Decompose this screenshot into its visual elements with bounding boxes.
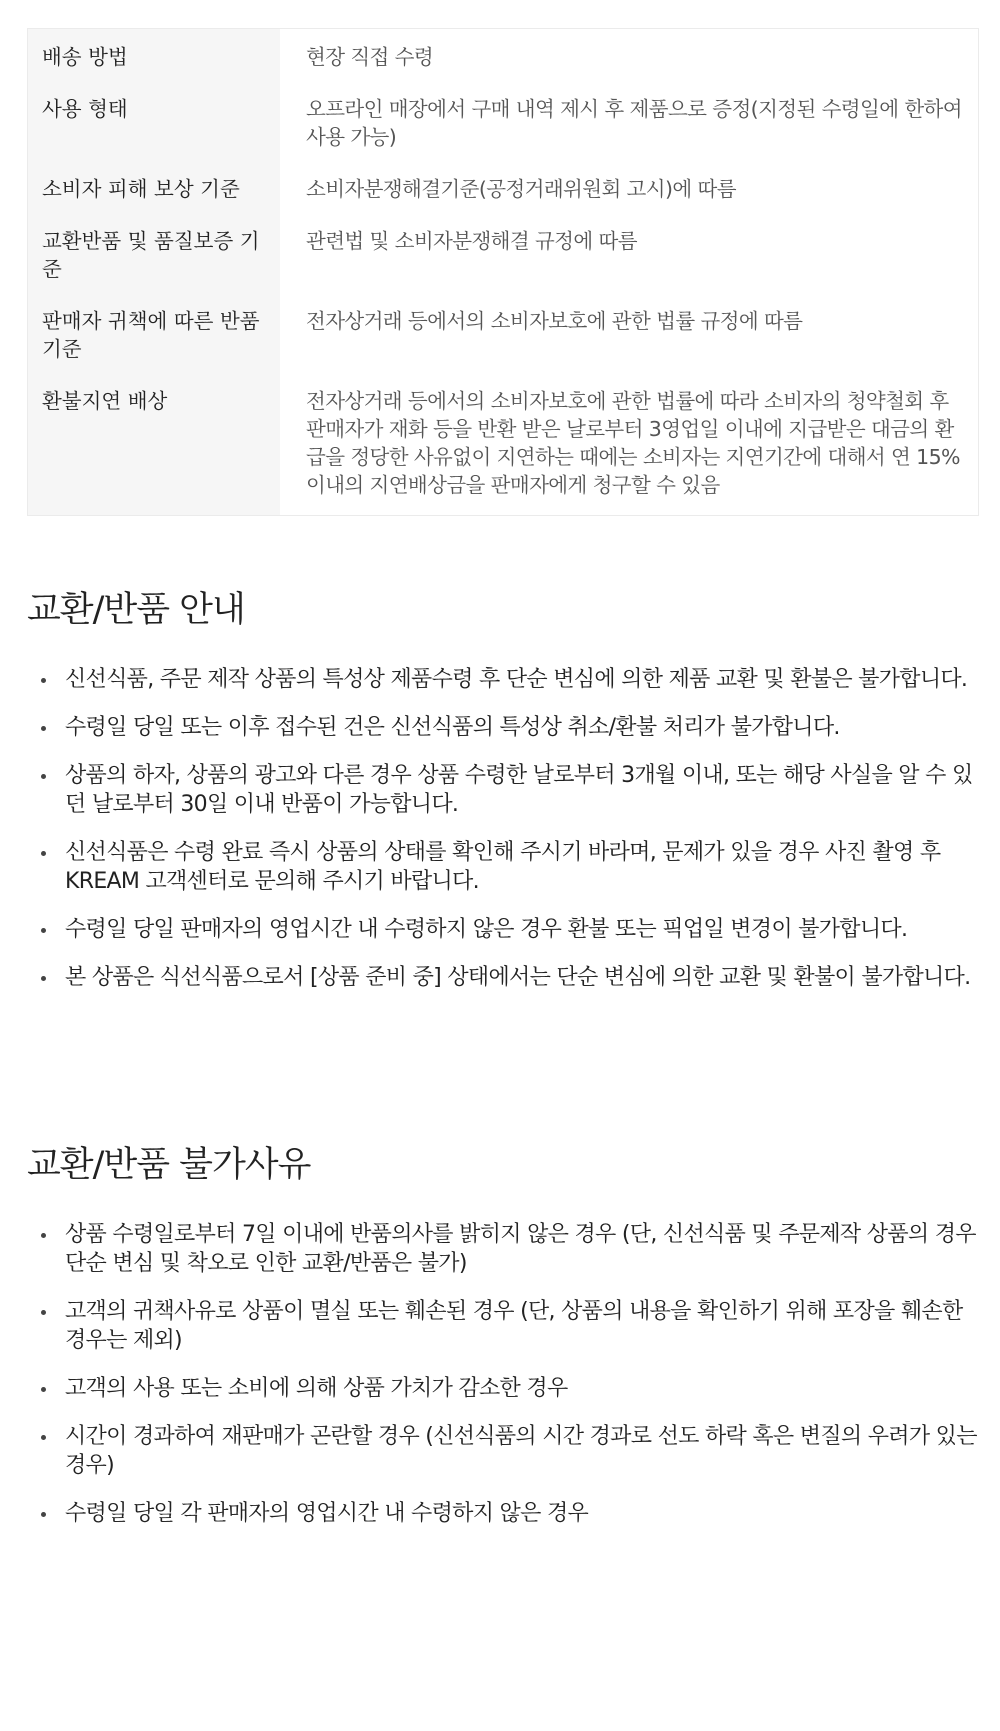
info-label: 사용 형태 (28, 83, 280, 163)
list-item (27, 915, 979, 944)
bullet-icon (41, 1310, 46, 1315)
info-value: 관련법 및 소비자분쟁해결 규정에 따름 (306, 229, 637, 253)
list-item-text: 고객의 사용 또는 소비에 의해 상품 가치가 감소한 경우 (65, 1376, 568, 1401)
list-item (27, 665, 979, 694)
list-item-text: 수령일 당일 판매자의 영업시간 내 수령하지 않은 경우 환불 또는 픽업일 변경이 불가합니다. (65, 917, 908, 942)
restriction-list (27, 1220, 979, 1528)
list-item-text: 상품의 하자, 상품의 광고와 다른 경우 상품 수령한 날로부터 3개월 이내, 또는 해당 사실을 알 수 있던 날로부터 30일 이내 반품이 가능합니다. (65, 763, 973, 817)
info-row-exchange-warranty (28, 215, 978, 295)
list-item-text: 고객의 귀책사유로 상품이 멸실 또는 훼손된 경우 (단, 상품의 내용을 확인하기 위해 포장을 훼손한 경우는 제외) (65, 1299, 963, 1353)
info-label: 소비자 피해 보상 기준 (28, 163, 280, 215)
list-item (27, 761, 979, 819)
section-title: 교환/반품 불가사유 (27, 1145, 311, 1185)
info-value: 소비자분쟁해결기준(공정거래위원회 고시)에 따름 (306, 177, 736, 201)
info-row-seller-fault-return (28, 295, 978, 375)
info-label: 배송 방법 (28, 29, 280, 83)
info-row-damage-compensation (28, 163, 978, 215)
list-item-text: 수령일 당일 각 판매자의 영업시간 내 수령하지 않은 경우 (65, 1501, 589, 1526)
list-item-text: 본 상품은 식선식품으로서 [상품 준비 중] 상태에서는 단순 변심에 의한 교환 및 환불이 불가합니다. (65, 965, 971, 990)
info-value: 오프라인 매장에서 구매 내역 제시 후 제품으로 증정(지정된 수령일에 한하여 사용 가능) (306, 97, 962, 149)
bullet-icon (41, 928, 46, 933)
info-row-delivery-method (28, 29, 978, 83)
info-value: 전자상거래 등에서의 소비자보호에 관한 법률 규정에 따름 (306, 309, 803, 333)
product-info-table (27, 28, 979, 516)
list-item (27, 1499, 979, 1528)
exchange-guide-list (27, 665, 979, 992)
info-value: 전자상거래 등에서의 소비자보호에 관한 법률에 따라 소비자의 청약철회 후 판매자가 재화 등을 반환 받은 날로부터 3영업일 이내에 지급받은 대금의 환급을 정당한 사유없이 지연하는 때에는 소비자는 지연기간에 대해서 연 15%이내의 지연배상금을 판매자에게 청구할 수 있음 (306, 389, 960, 497)
bullet-icon (41, 774, 46, 779)
bullet-icon (41, 1387, 46, 1392)
list-item (27, 1374, 979, 1403)
list-item-text: 신선식품은 수령 완료 즉시 상품의 상태를 확인해 주시기 바라며, 문제가 있을 경우 사진 촬영 후 KREAM 고객센터로 문의해 주시기 바랍니다. (65, 840, 941, 894)
bullet-icon (41, 726, 46, 731)
info-value: 현장 직접 수령 (306, 45, 434, 69)
info-row-refund-delay (28, 375, 978, 515)
product-notice-page (27, 28, 979, 516)
info-label: 판매자 귀책에 따른 반품 기준 (28, 295, 280, 375)
info-row-usage-type (28, 83, 978, 163)
list-item-text: 신선식품, 주문 제작 상품의 특성상 제품수령 후 단순 변심에 의한 제품 교환 및 환불은 불가합니다. (65, 667, 968, 692)
list-item-text: 상품 수령일로부터 7일 이내에 반품의사를 밝히지 않은 경우 (단, 신선식품 및 주문제작 상품의 경우 단순 변심 및 착오로 인한 교환/반품은 불가) (65, 1222, 976, 1276)
info-label: 교환반품 및 품질보증 기준 (28, 215, 280, 295)
bullet-icon (41, 678, 46, 683)
bullet-icon (41, 851, 46, 856)
exchange-return-guide-section (27, 588, 979, 1011)
list-item (27, 713, 979, 742)
bullet-icon (41, 1233, 46, 1238)
section-title: 교환/반품 안내 (27, 590, 245, 630)
bullet-icon (41, 976, 46, 981)
bullet-icon (41, 1512, 46, 1517)
list-item (27, 963, 979, 992)
bullet-icon (41, 1435, 46, 1440)
info-label: 환불지연 배상 (28, 375, 280, 515)
list-item (27, 1220, 979, 1278)
list-item-text: 시간이 경과하여 재판매가 곤란할 경우 (신선식품의 시간 경과로 선도 하락 혹은 변질의 우려가 있는 경우) (65, 1424, 977, 1478)
exchange-return-restriction-section (27, 1143, 979, 1547)
list-item (27, 1422, 979, 1480)
list-item (27, 838, 979, 896)
list-item (27, 1297, 979, 1355)
list-item-text: 수령일 당일 또는 이후 접수된 건은 신선식품의 특성상 취소/환불 처리가 불가합니다. (65, 715, 840, 740)
